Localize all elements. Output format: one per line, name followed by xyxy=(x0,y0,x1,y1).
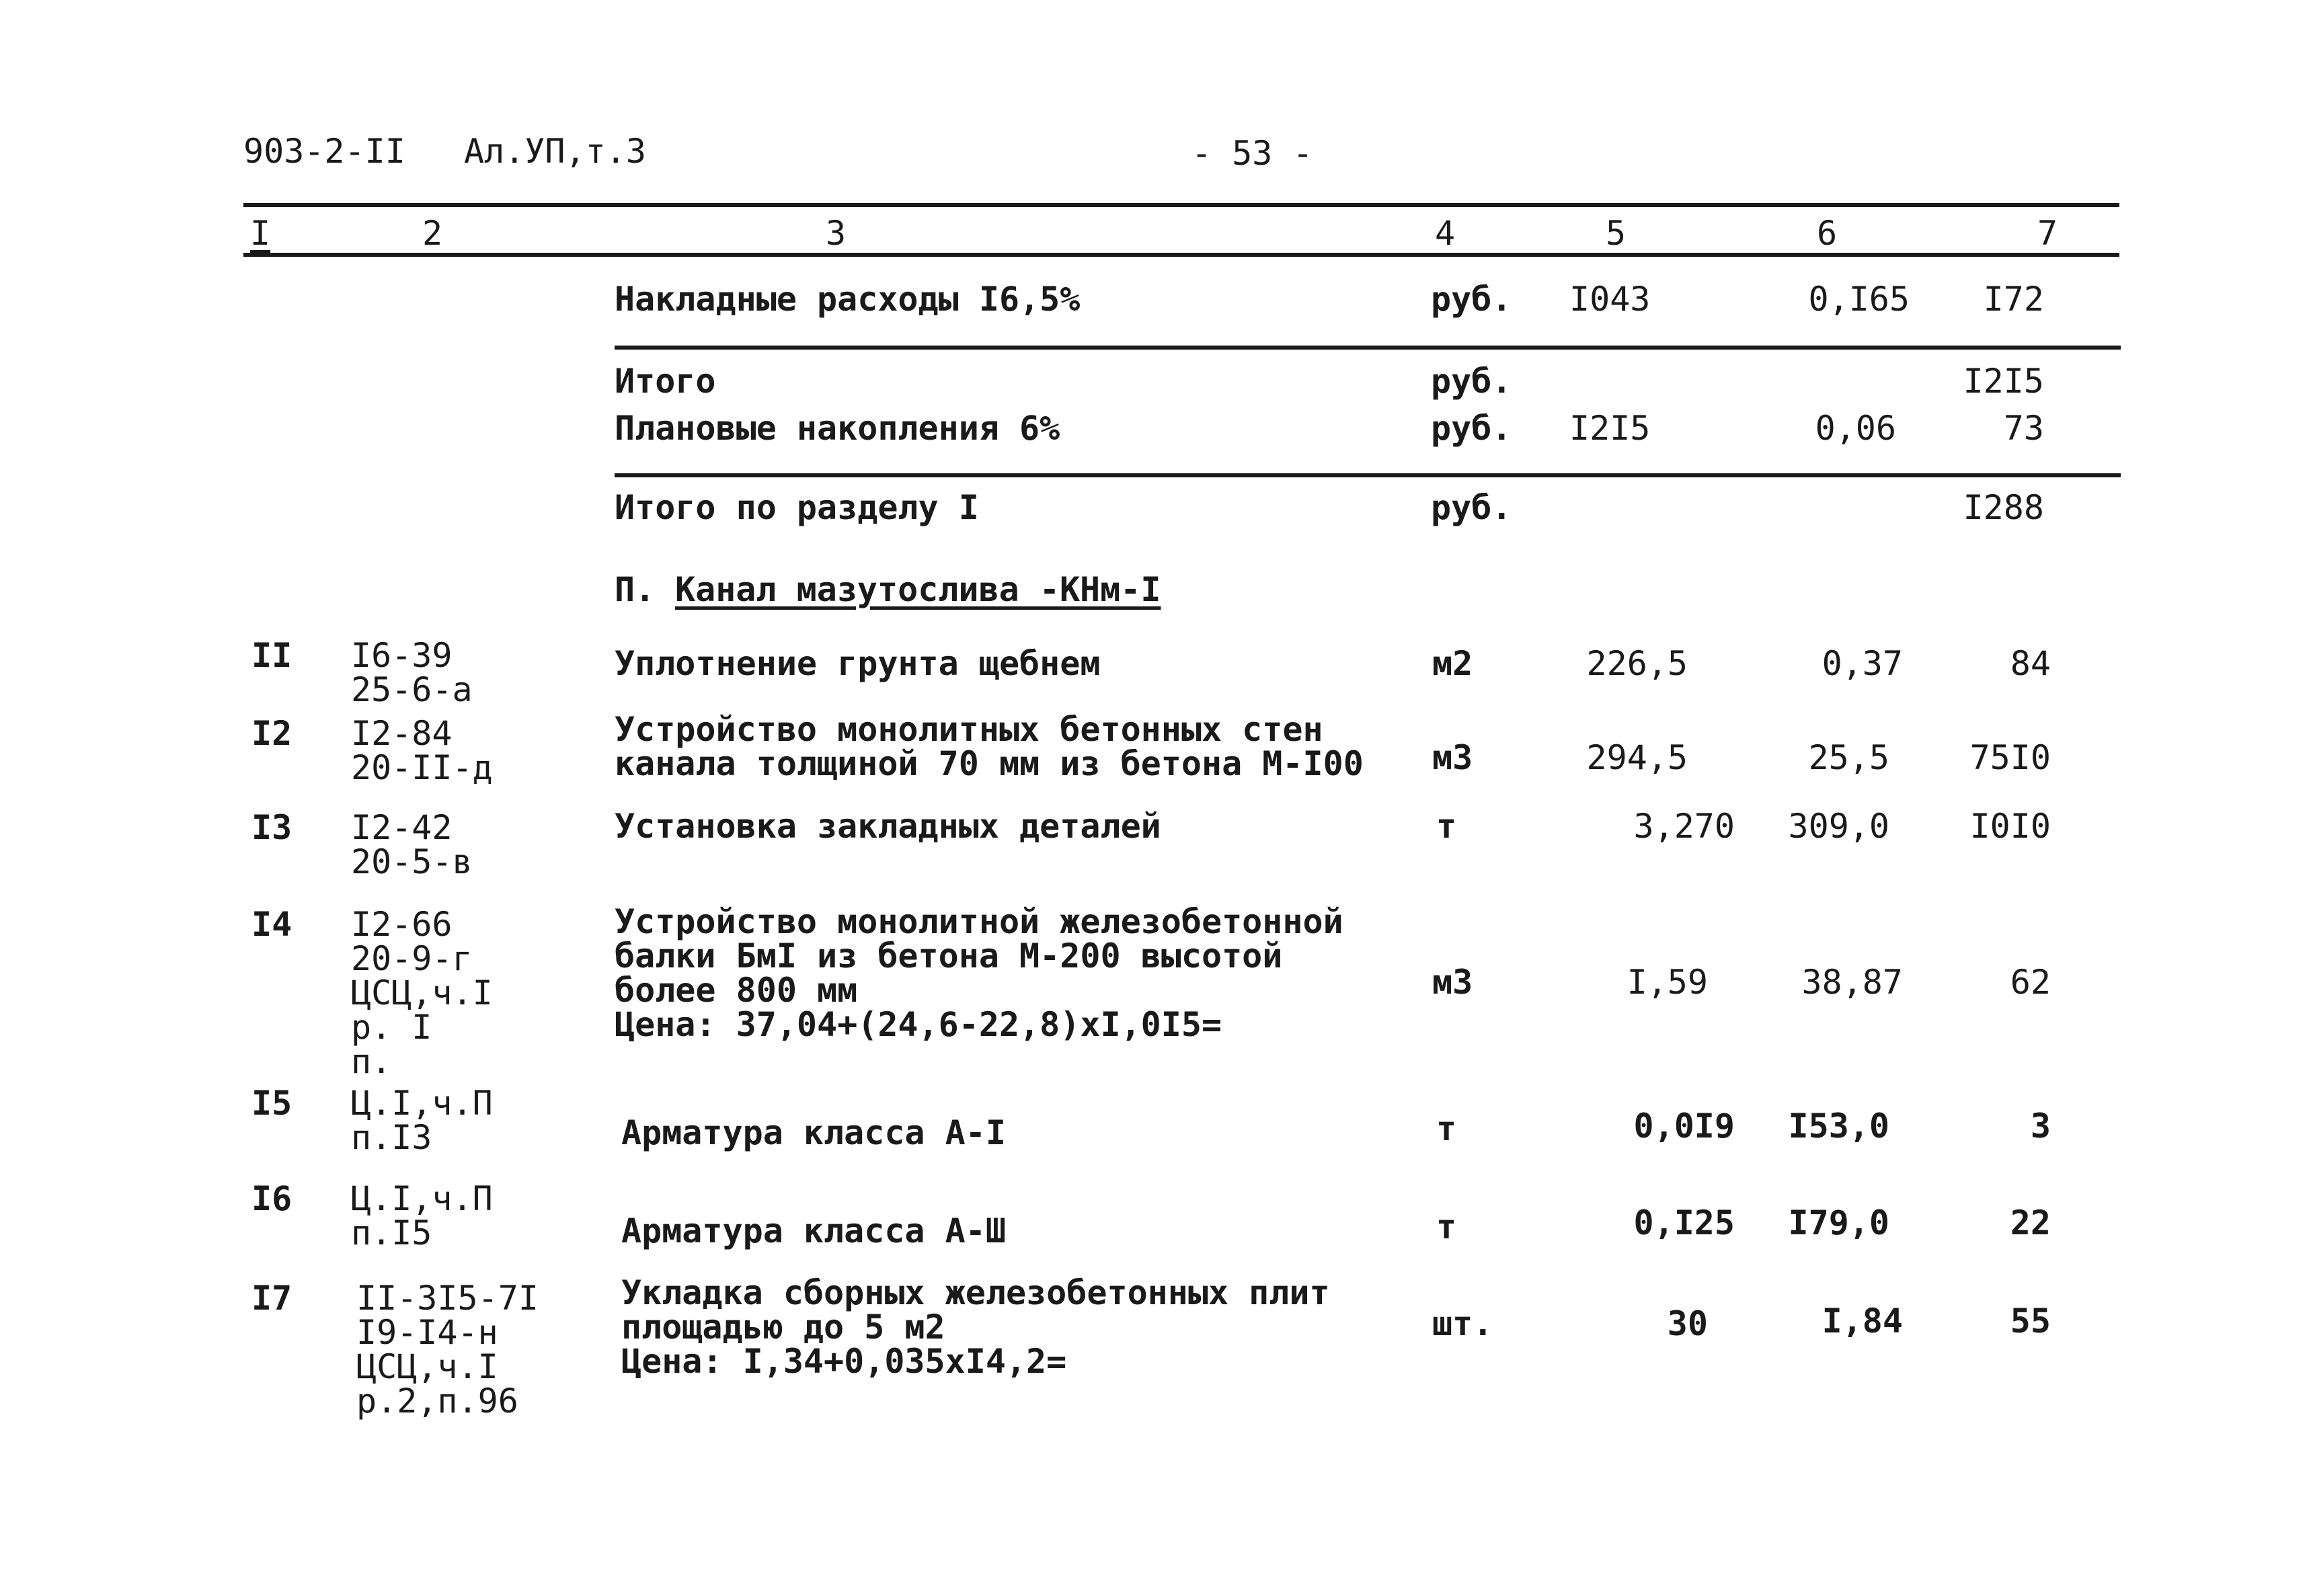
header-bottom-rule xyxy=(243,253,2119,257)
planned-unit: руб. xyxy=(1431,409,1512,448)
row-price: I53,0 xyxy=(1788,1107,1889,1146)
row-description: Устройство монолитной железобетонной балки БмI из бетона М-200 высотой более 800 мм Цена: 37,04+(24,6-22,8)хI,0I5= xyxy=(615,902,1343,1044)
row-code: I2-66 20-9-г ЦСЦ,ч.I р. I п. xyxy=(351,905,493,1081)
subtotal-label: Итого xyxy=(615,362,716,401)
row-description: Установка закладных деталей xyxy=(615,807,1161,846)
overhead-qty: I043 xyxy=(1569,280,1651,319)
row-unit: м3 xyxy=(1432,963,1473,1002)
overhead-price: 0,I65 xyxy=(1808,280,1910,319)
row-price: 309,0 xyxy=(1788,807,1889,846)
row-description: Уплотнение грунта щебнем xyxy=(615,644,1101,683)
row-description: Укладка сборных железобетонных плит площадью до 5 м2 Цена: I,34+0,035хI4,2= xyxy=(621,1273,1330,1381)
row-code: II-3I5-7I I9-I4-н ЦСЦ,ч.I р.2,п.96 xyxy=(356,1279,539,1421)
col-header-1: I xyxy=(250,214,271,253)
section-number: П. xyxy=(615,570,656,609)
row-total: 84 xyxy=(2010,644,2051,683)
row-number: I5 xyxy=(251,1084,292,1123)
row-unit: т xyxy=(1436,807,1457,846)
planned-price: 0,06 xyxy=(1815,409,1896,448)
subtotal-total: I2I5 xyxy=(1963,362,2044,401)
row-number: I6 xyxy=(251,1179,292,1218)
overhead-label: Накладные расходы I6,5% xyxy=(615,280,1081,319)
row-code: Ц.I,ч.П п.I3 xyxy=(351,1084,493,1157)
col-header-6: 6 xyxy=(1817,214,1838,253)
row-unit: м3 xyxy=(1432,738,1473,777)
row-price: I79,0 xyxy=(1788,1203,1889,1242)
row-total: 75I0 xyxy=(1969,738,2051,777)
row-quantity: 226,5 xyxy=(1586,644,1688,683)
overhead-total: I72 xyxy=(1983,280,2044,319)
row-total: 22 xyxy=(2010,1203,2051,1242)
row-description: Арматура класса А-Ш xyxy=(621,1211,1006,1250)
col-header-4: 4 xyxy=(1435,214,1456,253)
row-quantity: 0,0I9 xyxy=(1633,1107,1735,1146)
row-code: I6-39 25-6-а xyxy=(351,636,473,709)
row-total: 62 xyxy=(2010,963,2051,1002)
planned-total: 73 xyxy=(2003,409,2044,448)
planned-qty: I2I5 xyxy=(1569,409,1651,448)
row-total: 55 xyxy=(2010,1302,2051,1341)
section-title: Канал мазутослива -КНм-I xyxy=(675,570,1161,609)
section-total-unit: руб. xyxy=(1431,488,1512,527)
col-header-2: 2 xyxy=(422,214,443,253)
row-quantity: 30 xyxy=(1667,1304,1708,1343)
row-quantity: I,59 xyxy=(1627,963,1708,1002)
row-code: I2-84 20-II-д xyxy=(351,714,493,787)
subtotal-rule xyxy=(615,346,2121,350)
row-total: 3 xyxy=(2030,1107,2051,1146)
section-total-total: I288 xyxy=(1963,488,2044,527)
row-description: Устройство монолитных бетонных стен канала толщиной 70 мм из бетона М-I00 xyxy=(615,710,1364,783)
row-price: 25,5 xyxy=(1808,738,1889,777)
col-header-3: 3 xyxy=(826,214,847,253)
row-unit: т xyxy=(1436,1109,1457,1148)
row-unit: шт. xyxy=(1432,1304,1493,1343)
row-unit: т xyxy=(1436,1207,1457,1246)
row-number: I7 xyxy=(251,1279,292,1318)
row-code: Ц.I,ч.П п.I5 xyxy=(351,1179,493,1252)
row-unit: м2 xyxy=(1432,644,1473,683)
page-number: - 53 - xyxy=(1191,134,1313,173)
row-quantity: 0,I25 xyxy=(1633,1203,1735,1242)
album-ref: Ал.УП,т.3 xyxy=(464,132,646,171)
row-total: I0I0 xyxy=(1969,807,2051,846)
row-code: I2-42 20-5-в xyxy=(351,808,473,881)
row-price: 38,87 xyxy=(1801,963,1903,1002)
row-price: 0,37 xyxy=(1822,644,1903,683)
row-number: I3 xyxy=(251,808,292,847)
planned-label: Плановые накопления 6% xyxy=(615,409,1060,448)
col-header-7: 7 xyxy=(2037,214,2058,253)
row-description: Арматура класса А-I xyxy=(621,1113,1006,1152)
row-quantity: 3,270 xyxy=(1633,807,1735,846)
row-price: I,84 xyxy=(1822,1302,1903,1341)
subtotal-unit: руб. xyxy=(1431,362,1512,401)
row-number: I2 xyxy=(251,714,292,753)
section-total-rule xyxy=(615,473,2121,477)
table-top-rule xyxy=(243,203,2119,207)
col-header-5: 5 xyxy=(1606,214,1627,253)
section-total-label: Итого по разделу I xyxy=(615,488,979,527)
row-quantity: 294,5 xyxy=(1586,738,1688,777)
overhead-unit: руб. xyxy=(1431,280,1512,319)
row-number: II xyxy=(251,636,292,675)
doc-code: 903-2-II xyxy=(243,132,405,171)
row-number: I4 xyxy=(251,905,292,944)
